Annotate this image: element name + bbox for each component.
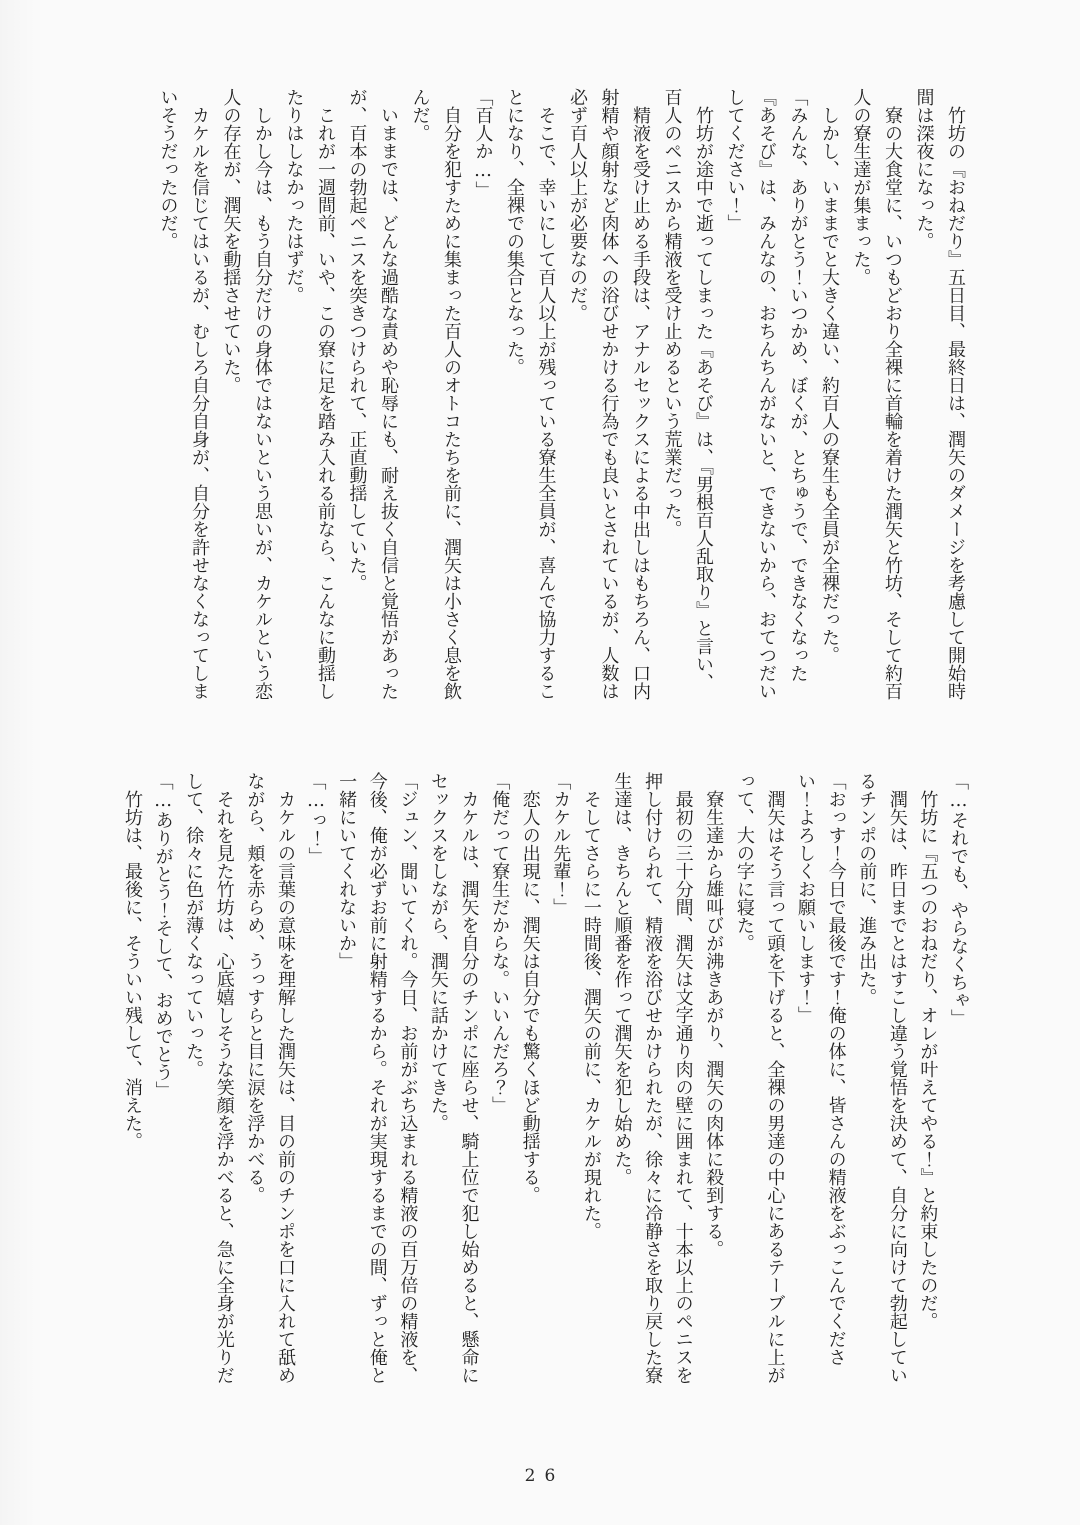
paragraph: 「…っ！」 [305,772,327,865]
paragraph: カケルを信じてはいるが、むしろ自分自身が、自分を許せなくなってしまいそうだったのだ。 [157,88,210,700]
lower-text-block [116,772,973,1385]
paragraph: 寮生達から雄叫びが沸きあがり、潤矢の肉体に殺到する。 [703,790,725,1258]
paragraph: カケルの言葉の意味を理解した潤矢は、目の前のチンポを口に入れて舐めながら、頬を赤らめ、うっすらと目に涙を浮かべる。 [244,772,296,1384]
paragraph: 「百人か…」 [472,88,494,199]
paragraph: 竹坊に『五つのおねだり、オレが叶えてやる！』と約束したのだ。 [917,790,939,1330]
paragraph: 「カケル先輩！」 [550,772,572,916]
paragraph: 潤矢はそう言って頭を下げると、全裸の男達の中心にあるテーブルに上がって、大の字に寝た。 [733,772,786,1384]
paragraph: 竹坊が途中で逝ってしまった『あそび』は、『男根百人乱取り』と言い、百人のペニスから精液を受け止めるという荒業だった。 [661,88,714,691]
paragraph: そしてさらに一時間後、潤矢の前に、カケルが現れた。 [580,790,602,1240]
paragraph: 「おっす！今日で最後です！俺の体に、皆さんの精液をぶっこんでください！よろしくお願いします！」 [795,772,847,1366]
paragraph: 寮の大食堂に、いつもどおり全裸に首輪を着けた潤矢と竹坊、そして約百人の寮生達が集まった。 [850,88,903,700]
paragraph: 「…ありがとう！そして、おめでとう」 [152,772,174,1099]
upper-text-block [152,88,971,701]
paragraph: 「…それでも、やらなくちゃ」 [948,772,969,1027]
paragraph: いままでは、どんな過酷な責めや恥辱にも、耐え抜く自信と覚悟があったが、百本の勃起ペニスを突きつけられて、正直動揺していた。 [346,88,399,700]
paragraph: 「みんな、ありがとう！いつかめ、ぼくが、とちゅうで、できなくなった『あそび』は、みんなの、おちんちんがないと、できないから、おてつだいしてください！」 [724,88,809,700]
paragraph: 自分を犯すために集まった百人のオトコたちを前に、潤矢は小さく息を飲んだ。 [409,88,462,700]
paragraph: しかし今は、もう自分だけの身体ではないという思いが、カケルという恋人の存在が、潤矢を動揺させていた。 [220,88,273,700]
paragraph: 竹坊は、最後に、そういい残して、消えた。 [121,790,143,1150]
page-number: 26 [524,1466,565,1486]
paragraph: 潤矢は、昨日までとはすこし違う覚悟を決めて、自分に向けて勃起しているチンポの前に、進み出た。 [856,772,908,1384]
paragraph: 最初の三十分間、潤矢は文字通り肉の壁に囲まれて、十本以上のペニスを押し付けられて、精液を浴びせかけられたが、徐々に冷静さを取り戻した寮生達は、きちんと順番を作って潤矢を犯し始めた。 [611,772,694,1384]
paragraph: そこで、幸いにして百人以上が残っている寮生全員が、喜んで協力することになり、全裸での集合となった。 [504,88,557,700]
paragraph: 精液を受け止める手段は、アナルセックスによる中出しはもちろん、口内射精や顔射など肉体への浴びせかける行為でも良いとされているが、人数は必ず百人以上が必要なのだ。 [567,88,651,700]
paragraph: 竹坊の『おねだり』五日目、最終日は、潤矢のダメージを考慮して開始時間は深夜になった。 [913,88,966,700]
paragraph: カケルは、潤矢を自分のチンポに座らせ、騎上位で犯し始めると、懸命にセックスをしながら、潤矢に話かけてきた。 [427,772,480,1384]
paragraph: 「ジュン、聞いてくれ。今日、お前がぶち込まれる精液の百万倍の精液を、今後、俺が必ずお前に射精するから。それが実現するまでの間、ずっと俺と一緒にいてくれないか」 [336,772,419,1384]
paragraph: しかし、いままでと大きく違い、約百人の寮生も全員が全裸だった。 [819,106,840,664]
paragraph: 「俺だって寮生だからな。いいんだろ？」 [489,772,511,1114]
paragraph: 恋人の出現に、潤矢は自分でも驚くほど動揺する。 [519,790,541,1204]
paragraph: これが一週間前、いや、この寮に足を踏み入れる前なら、こんなに動揺したりはしなかったはずだ。 [283,88,336,700]
paragraph: それを見た竹坊は、心底嬉しそうな笑顔を浮かべると、急に全身が光りだして、徐々に色が薄くなっていった。 [183,772,235,1384]
